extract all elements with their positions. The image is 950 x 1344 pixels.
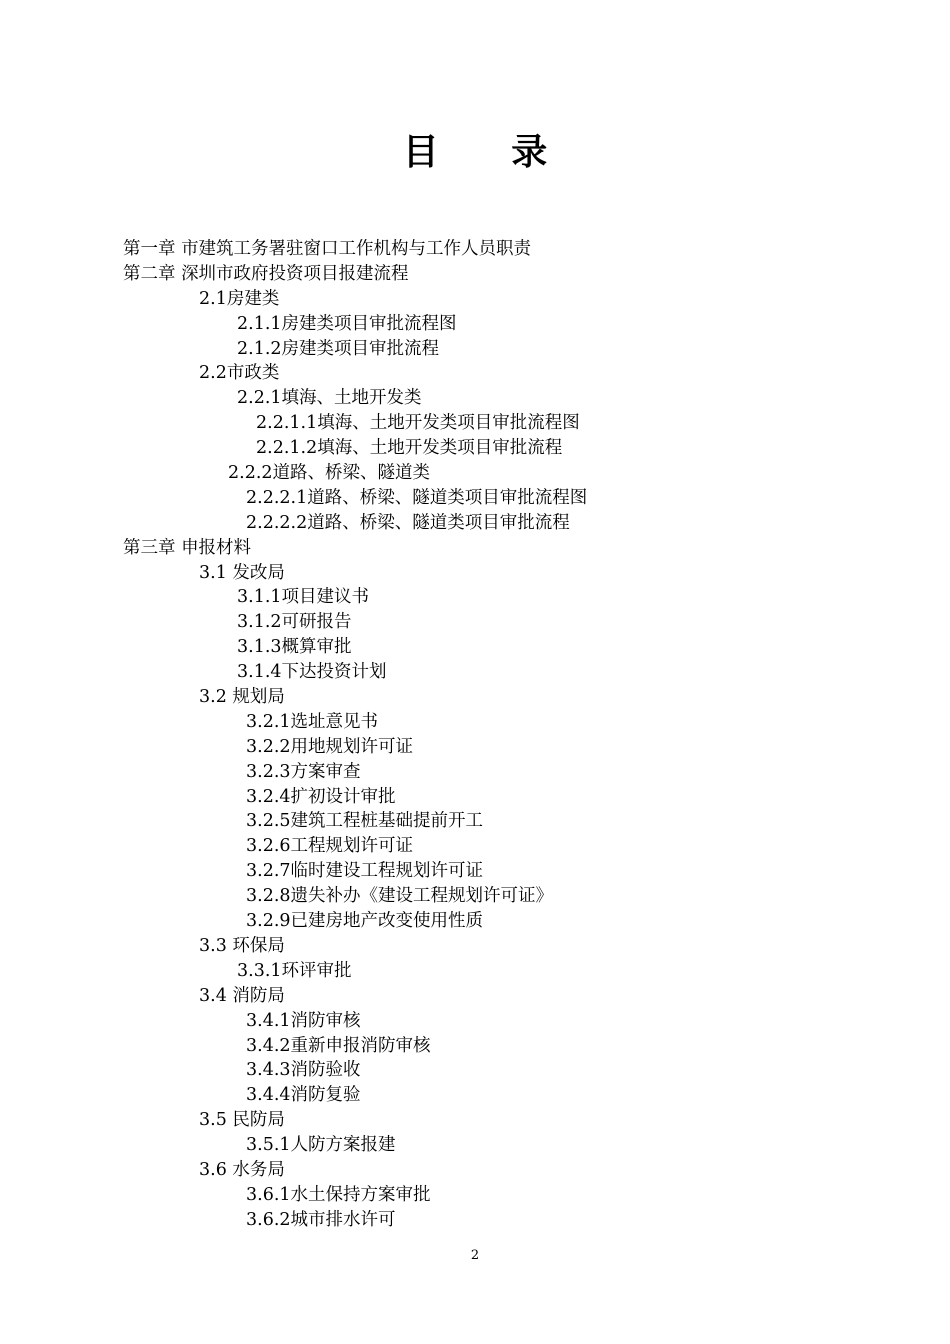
toc-entry[interactable] <box>0 984 950 1009</box>
toc-entry-text: 3.1.1项目建议书 <box>237 587 370 608</box>
toc-entry[interactable] <box>0 909 950 934</box>
toc-entry-text: 2.2.1.1填海、土地开发类项目审批流程图 <box>256 413 580 434</box>
toc-entry[interactable] <box>0 1034 950 1059</box>
toc-entry-text: 2.2.2.1道路、桥梁、隧道类项目审批流程图 <box>246 487 588 508</box>
toc-entry[interactable] <box>0 735 950 760</box>
toc-entry[interactable] <box>0 1208 950 1233</box>
toc-entry[interactable] <box>0 1183 950 1208</box>
page-number: 2 <box>470 1248 480 1263</box>
toc-entry[interactable] <box>0 934 950 959</box>
toc-entry-text: 3.2.3方案审查 <box>246 761 361 782</box>
toc-entry-text: 3.1 发改局 <box>199 562 285 583</box>
toc-entry[interactable] <box>0 312 950 337</box>
toc-entry-text: 3.3.1环评审批 <box>237 960 352 981</box>
toc-entry[interactable] <box>0 1009 950 1034</box>
toc-entry-text: 3.4.4消防复验 <box>246 1085 361 1106</box>
toc-entry[interactable] <box>0 959 950 984</box>
toc-entry[interactable] <box>0 884 950 909</box>
toc-entry-text: 第三章 申报材料 <box>123 537 252 558</box>
toc-entry[interactable] <box>0 237 950 262</box>
toc-entry[interactable] <box>0 411 950 436</box>
toc-entry[interactable] <box>0 834 950 859</box>
toc-entry-text: 3.2 规划局 <box>199 687 285 708</box>
toc-entry[interactable] <box>0 809 950 834</box>
toc-entry-text: 3.2.9已建房地产改变使用性质 <box>246 911 484 932</box>
toc-entry[interactable] <box>0 1083 950 1108</box>
page-title: 目 录 <box>402 131 578 173</box>
toc-entry-text: 2.2市政类 <box>199 363 280 384</box>
toc-entry[interactable] <box>0 685 950 710</box>
toc-entry-text: 3.4.1消防审核 <box>246 1010 361 1031</box>
toc-entry[interactable] <box>0 610 950 635</box>
toc-entry[interactable] <box>0 536 950 561</box>
toc-entry[interactable] <box>0 635 950 660</box>
toc-entry-text: 3.4 消防局 <box>199 985 285 1006</box>
toc-entry-text: 2.2.1填海、土地开发类 <box>237 388 422 409</box>
toc-entry-text: 3.2.7临时建设工程规划许可证 <box>246 861 484 882</box>
toc-entry-text: 3.6.2城市排水许可 <box>246 1209 396 1230</box>
toc-entry[interactable] <box>0 785 950 810</box>
toc-entry[interactable] <box>0 1108 950 1133</box>
toc-entry-text: 2.2.1.2填海、土地开发类项目审批流程 <box>256 438 563 459</box>
toc-entry[interactable] <box>0 760 950 785</box>
toc-entry-text: 2.2.2道路、桥梁、隧道类 <box>228 463 431 484</box>
toc-entry-text: 3.1.4下达投资计划 <box>237 662 387 683</box>
toc-entry-text: 3.4.3消防验收 <box>246 1060 361 1081</box>
toc-entry-text: 3.6.1水土保持方案审批 <box>246 1184 431 1205</box>
toc-entry[interactable] <box>0 511 950 536</box>
toc-entry[interactable] <box>0 436 950 461</box>
toc-entry-text: 3.1.3概算审批 <box>237 637 352 658</box>
toc-entry-text: 3.6 水务局 <box>199 1159 285 1180</box>
toc-entry-text: 3.5 民防局 <box>199 1110 285 1131</box>
toc-entry-text: 3.2.8遗失补办《建设工程规划许可证》 <box>246 886 554 907</box>
toc-entry[interactable] <box>0 561 950 586</box>
toc-entry[interactable] <box>0 486 950 511</box>
toc-entry[interactable] <box>0 386 950 411</box>
toc-entry[interactable] <box>0 337 950 362</box>
toc-entry-text: 3.2.2用地规划许可证 <box>246 736 414 757</box>
toc-entry[interactable] <box>0 1133 950 1158</box>
toc-entry-text: 3.3 环保局 <box>199 935 285 956</box>
toc-entry[interactable] <box>0 1058 950 1083</box>
toc-entry-text: 3.2.1选址意见书 <box>246 711 379 732</box>
toc-entry[interactable] <box>0 585 950 610</box>
toc-entry-text: 2.1.1房建类项目审批流程图 <box>237 313 457 334</box>
toc-entry-text: 3.5.1人防方案报建 <box>246 1135 396 1156</box>
toc-entry-text: 2.1.2房建类项目审批流程 <box>237 338 440 359</box>
table-of-contents <box>0 237 950 1233</box>
toc-entry[interactable] <box>0 1158 950 1183</box>
toc-entry-text: 3.2.5建筑工程桩基础提前开工 <box>246 811 484 832</box>
toc-entry-text: 3.2.6工程规划许可证 <box>246 836 414 857</box>
toc-entry[interactable] <box>0 461 950 486</box>
toc-entry-text: 3.4.2重新申报消防审核 <box>246 1035 431 1056</box>
toc-entry[interactable] <box>0 361 950 386</box>
toc-entry-text: 2.2.2.2道路、桥梁、隧道类项目审批流程 <box>246 512 570 533</box>
toc-entry[interactable] <box>0 660 950 685</box>
toc-entry-text: 3.1.2可研报告 <box>237 612 352 633</box>
toc-entry-text: 2.1房建类 <box>199 288 280 309</box>
toc-entry[interactable] <box>0 262 950 287</box>
toc-entry[interactable] <box>0 710 950 735</box>
toc-entry-text: 第一章 市建筑工务署驻窗口工作机构与工作人员职责 <box>123 239 532 259</box>
toc-entry-text: 第二章 深圳市政府投资项目报建流程 <box>123 263 409 284</box>
toc-entry[interactable] <box>0 287 950 312</box>
toc-entry-text: 3.2.4扩初设计审批 <box>246 786 396 807</box>
toc-entry[interactable] <box>0 859 950 884</box>
